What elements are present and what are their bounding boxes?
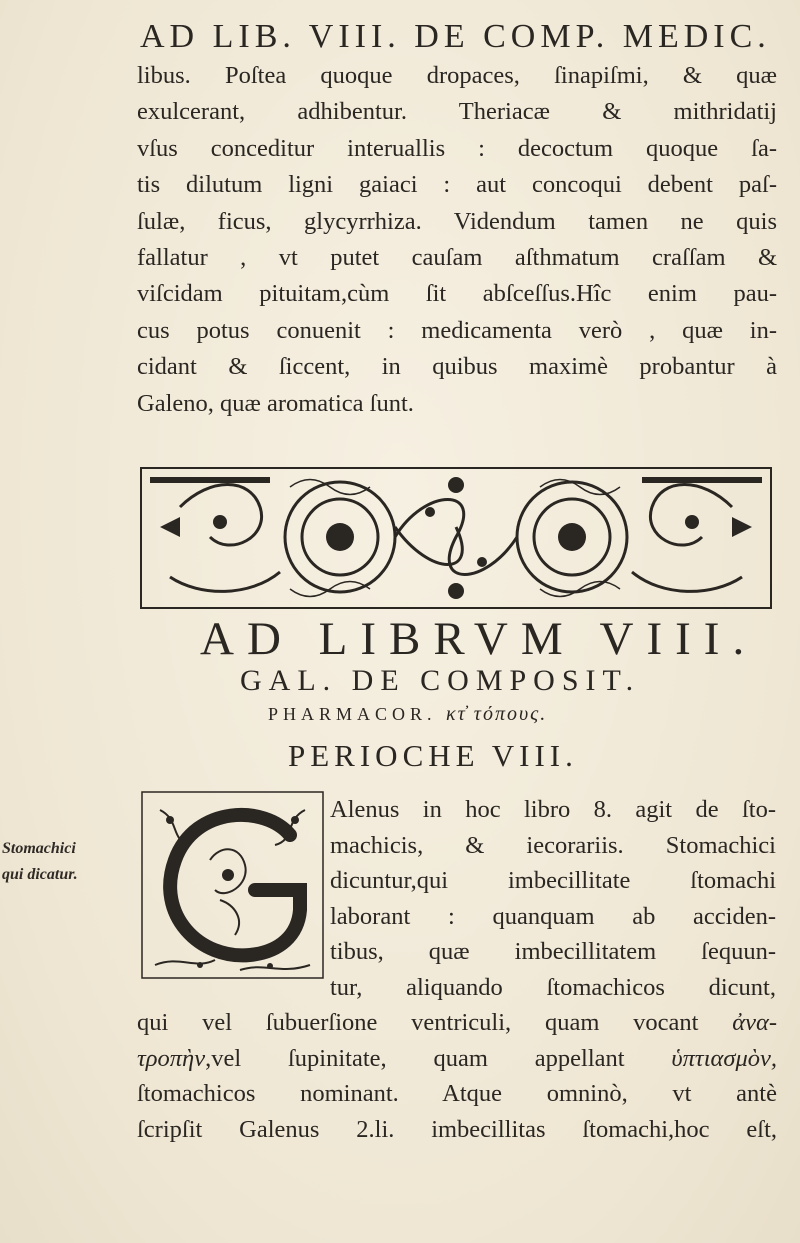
margin-note-line: qui dicatur. [2, 866, 78, 883]
margin-note-line: Stomachici [2, 840, 76, 857]
decorated-initial [140, 790, 325, 980]
heading-line-1: AD LIBRVM VIII. [200, 613, 758, 665]
heading-line-3-latin: PHARMACOR. [268, 704, 437, 724]
text-line: dicuntur,qui imbecillitate ſtomachi [330, 867, 776, 895]
text-line: tibus, quæ imbecillitatem ſequun- [330, 938, 776, 966]
text-line [137, 1005, 777, 1041]
greek-word: ὑπτιασμὸν, [671, 1044, 777, 1072]
text-line: Alenus in hoc libro 8. agit de ſto- [330, 796, 776, 823]
text-line: ſtomachicos nominant. Atque omninò, vt antè [137, 1080, 777, 1108]
text-line: exulcerant, adhibentur. Theriacæ & mithridatij [137, 98, 777, 126]
paragraph-1 [137, 58, 777, 422]
text-line: laborant : quanquam ab acciden- [330, 902, 776, 930]
text-line: viſcidam pituitam,cùm ſit abſceſſus.Hîc enim pau- [137, 280, 777, 308]
heading-line-3-greek: κτ̓ τόπους. [446, 703, 548, 725]
text-line [137, 1041, 777, 1077]
heading-line-2: GAL. DE COMPOSIT. [240, 664, 641, 697]
greek-word: ἀνα- [732, 1009, 777, 1036]
text-line: cidant & ſiccent, in quibus maximè probantur à [137, 353, 777, 381]
text-line: tis dilutum ligni gaiaci : aut concoqui debent paſ- [137, 171, 777, 199]
text-line: tur, aliquando ſtomachicos dicunt, [330, 973, 776, 1001]
text-line: vſus conceditur interuallis : decoctum quoque ſa- [137, 134, 777, 162]
text-segment: qui vel ſubuerſione ventriculi, quam vocant [137, 1009, 733, 1036]
headpiece-ornament [140, 467, 772, 609]
text-segment: ,vel ſupinitate, quam appellant [205, 1044, 672, 1072]
paragraph-2 [330, 792, 776, 1006]
text-line: ſcripſit Galenus 2.li. imbecillitas ſtomachi,hoc eſt, [137, 1115, 777, 1143]
text-line: machicis, & iecorariis. Stomachici [330, 831, 776, 859]
heading-line-4: PERIOCHE VIII. [288, 738, 578, 773]
margin-note [2, 836, 130, 888]
heading-line-3 [268, 703, 708, 726]
text-line: Galeno, quæ aromatica ſunt. [137, 389, 414, 417]
text-line: libus. Poſtea quoque dropaces, ſinapiſmi, & quæ [137, 62, 777, 89]
text-line: ſulæ, ficus, glycyrrhiza. Videndum tamen ne quis [137, 207, 777, 235]
greek-word: τροπὴν [137, 1044, 206, 1072]
text-line: cus potus conuenit : medicamenta verò , quæ in- [137, 316, 777, 344]
text-line: fallatur , vt putet cauſam aſthmatum craſſam & [137, 244, 777, 272]
running-head: AD LIB. VIII. DE COMP. MEDIC. [140, 18, 771, 55]
paragraph-3 [137, 1005, 777, 1147]
